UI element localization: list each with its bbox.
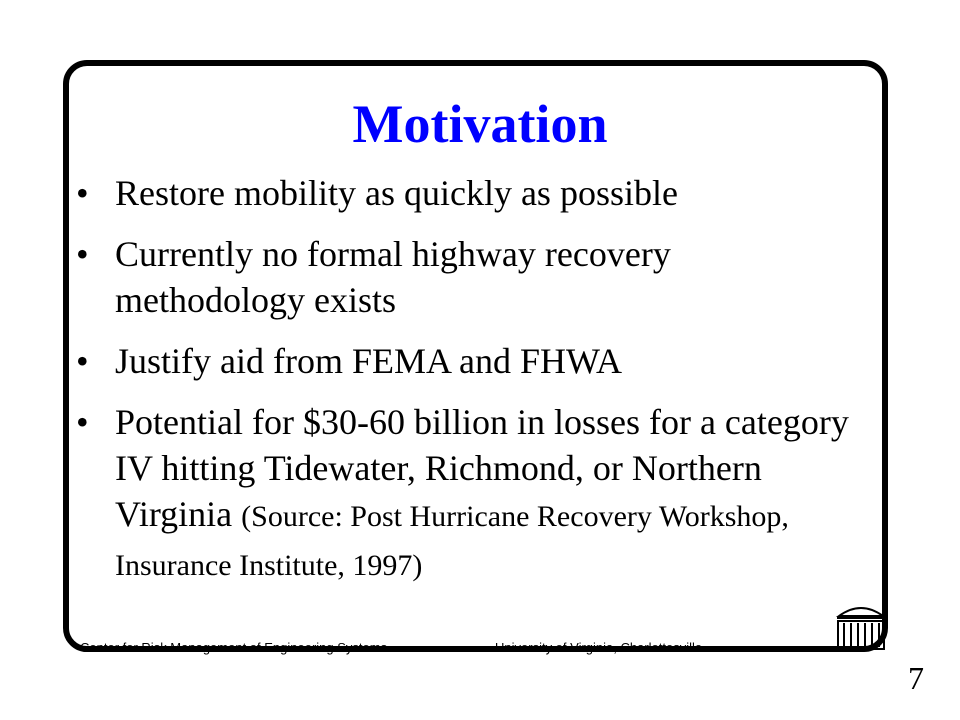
bullet-item-no-methodology <box>76 231 866 323</box>
footer-university: University of Virginia, Charlottesville <box>495 640 703 655</box>
source-citation: (Source: Post Hurricane Recovery Workshop, Insurance Institute, 1997) <box>115 500 789 582</box>
bullet-item-restore-mobility <box>76 170 866 216</box>
bullet-item-justify-aid <box>76 338 866 384</box>
bullet-text: Justify aid from FEMA and FHWA <box>115 341 622 381</box>
rotunda-logo-icon <box>833 598 889 654</box>
slide-title: Motivation <box>352 94 608 154</box>
bullet-text: Potential for $30-60 billion in losses for a category IV hitting Tidewater, Richmond, or Northern Virginia <box>115 402 849 534</box>
bullet-item-potential-losses <box>76 399 866 589</box>
bullet-text: Restore mobility as quickly as possible <box>115 173 678 213</box>
bullet-list <box>76 170 866 604</box>
page-number: 7 <box>908 660 924 696</box>
bullet-text: Currently no formal highway recovery methodology exists <box>115 234 671 320</box>
footer-organization: Center for Risk Management of Engineering Systems <box>80 640 388 655</box>
